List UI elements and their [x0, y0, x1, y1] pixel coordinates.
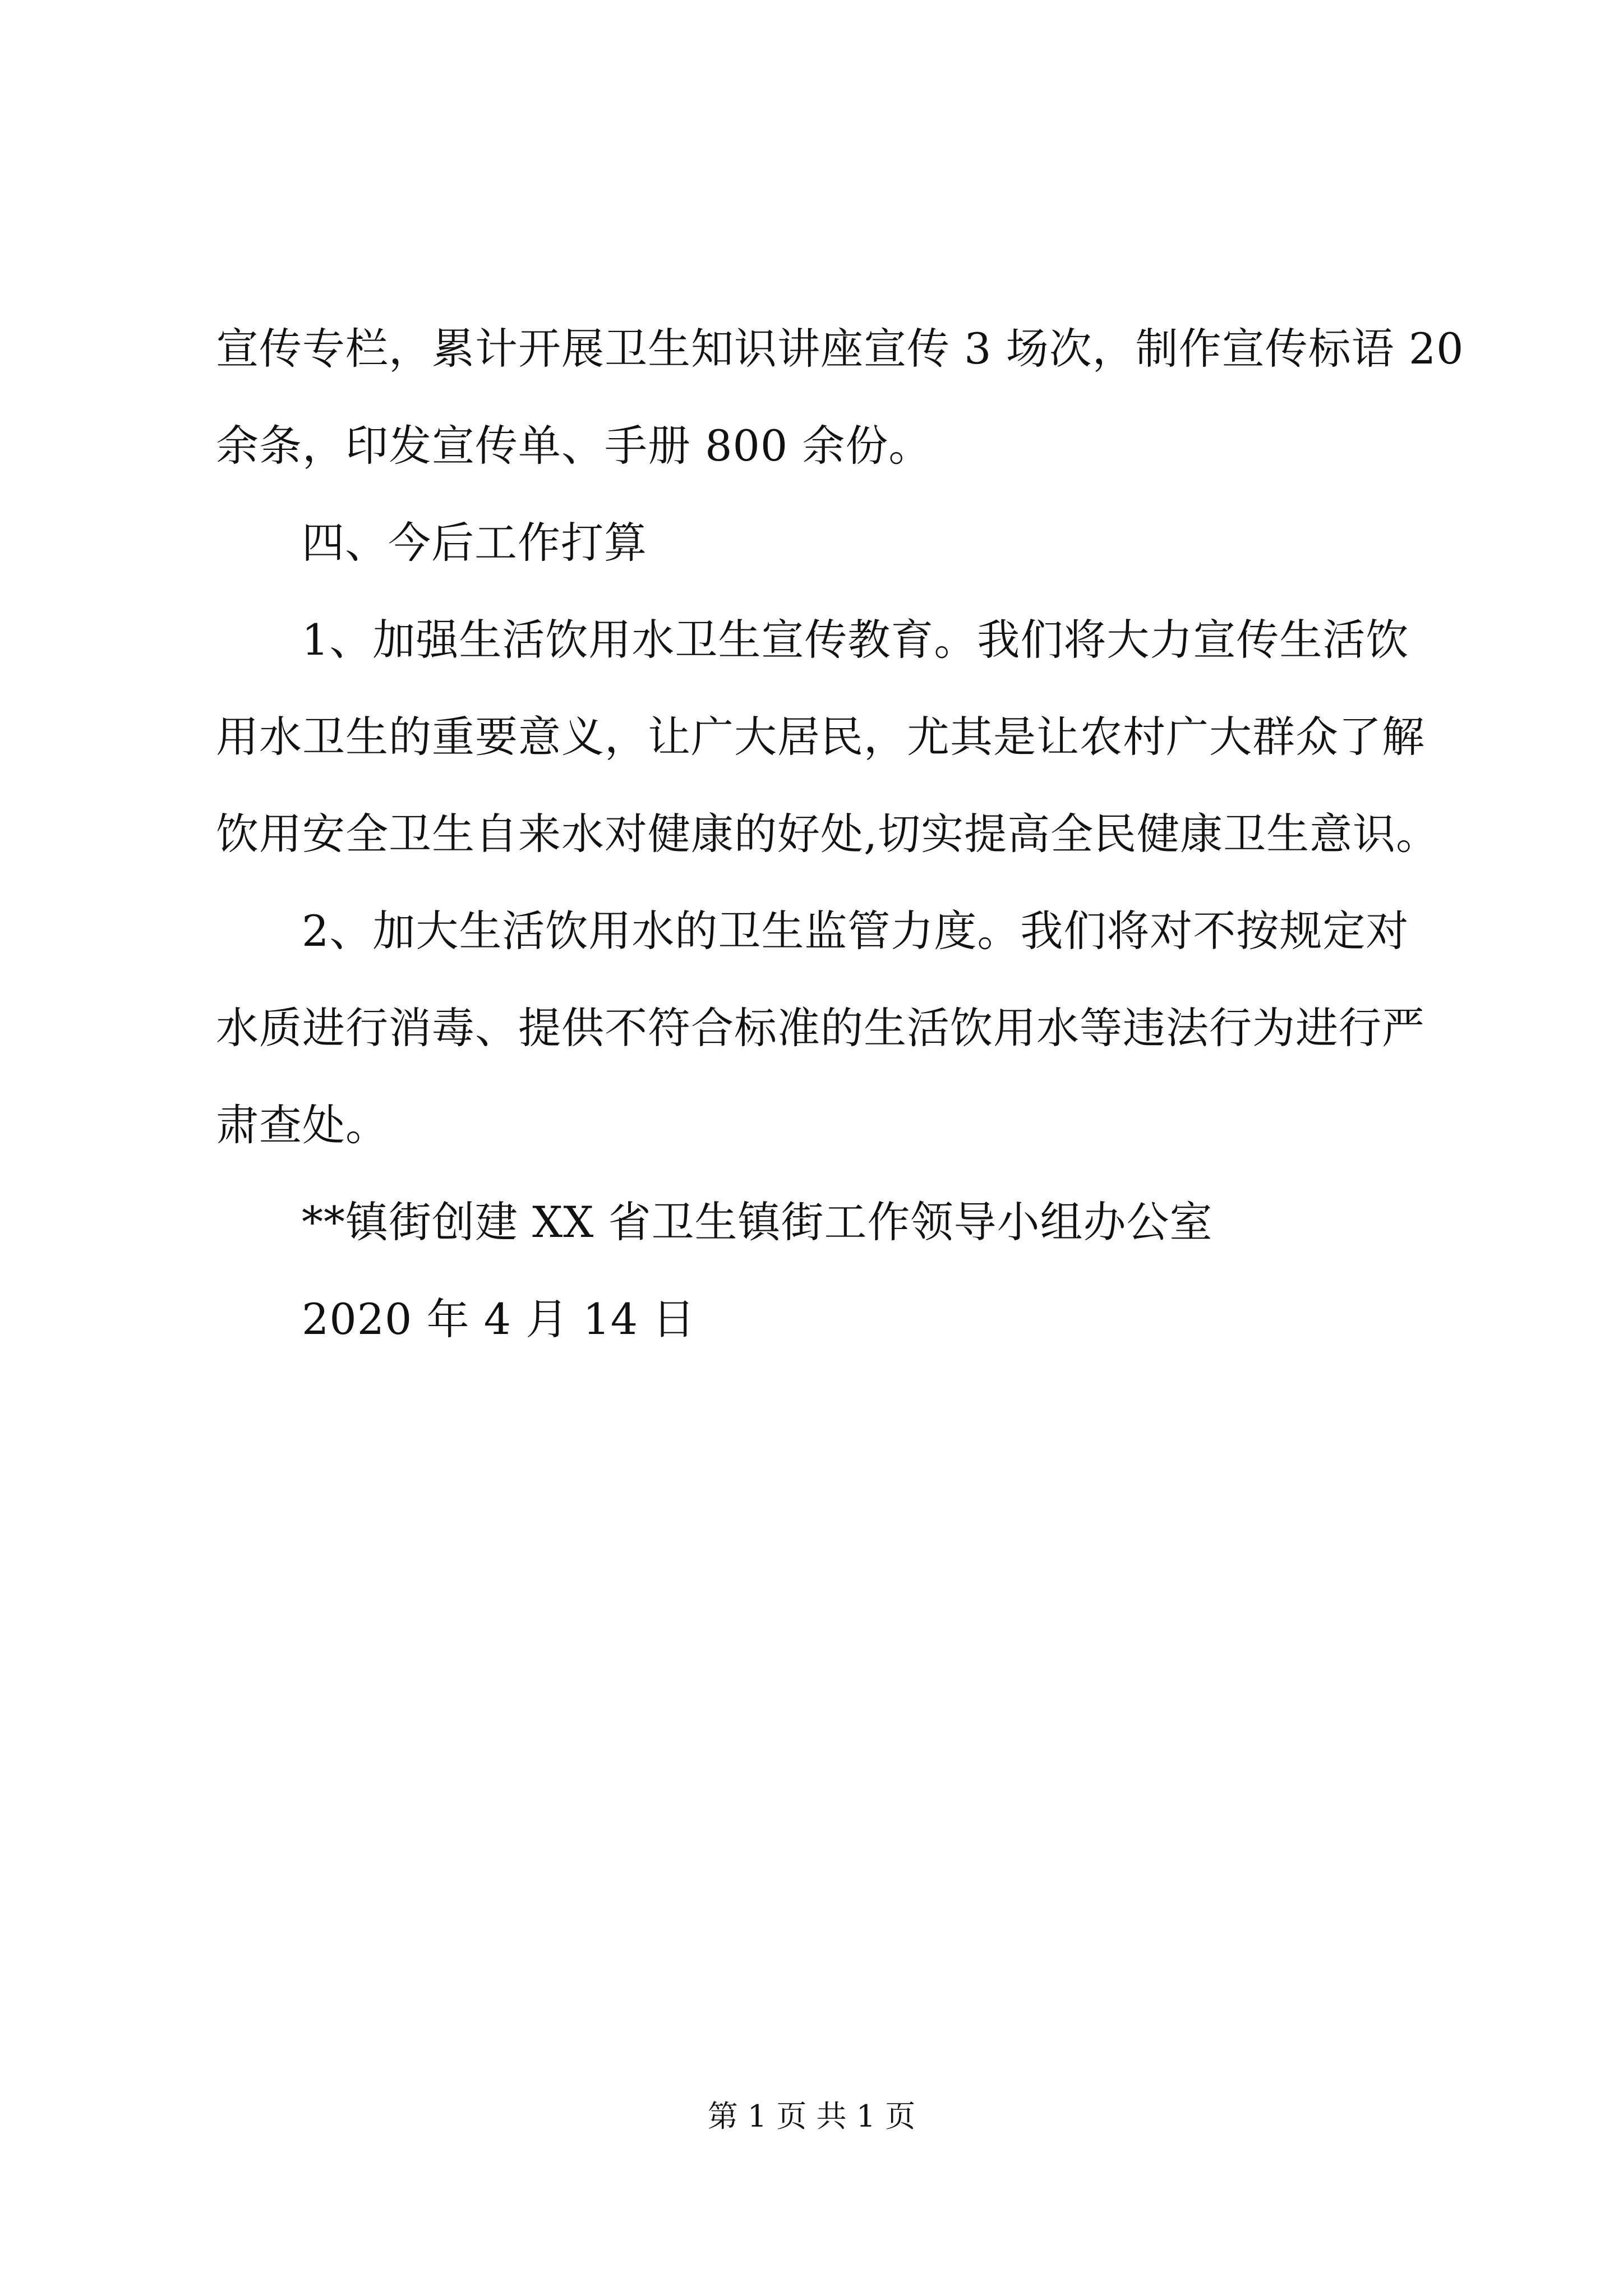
- document-body: [216, 300, 1464, 1368]
- paragraph-line: 肃查处。: [216, 1100, 389, 1150]
- paragraph-line: 饮用安全卫生自来水对健康的好处,切实提高全民健康卫生意识。: [216, 809, 1440, 859]
- paragraph-line: 宣传专栏，累计开展卫生知识讲座宣传 3 场次，制作宣传标语 20: [216, 324, 1464, 374]
- paragraph-line: 用水卫生的重要意义，让广大居民，尤其是让农村广大群众了解: [216, 712, 1425, 762]
- section-heading: 四、今后工作打算: [302, 518, 647, 568]
- page-number-footer: 第 1 页 共 1 页: [707, 2099, 916, 2134]
- paragraph-line: 2、加大生活饮用水的卫生监管力度。我们将对不按规定对: [302, 906, 1409, 956]
- signature-date: 2020 年 4 月 14 日: [302, 1294, 696, 1344]
- paragraph-line: 余条，印发宣传单、手册 800 余份。: [216, 421, 932, 471]
- paragraph-line: 1、加强生活饮用水卫生宣传教育。我们将大力宣传生活饮: [302, 615, 1409, 665]
- paragraph-line: 水质进行消毒、提供不符合标准的生活饮用水等违法行为进行严: [216, 1003, 1425, 1053]
- signature-organization: **镇街创建 XX 省卫生镇街工作领导小组办公室: [302, 1197, 1213, 1247]
